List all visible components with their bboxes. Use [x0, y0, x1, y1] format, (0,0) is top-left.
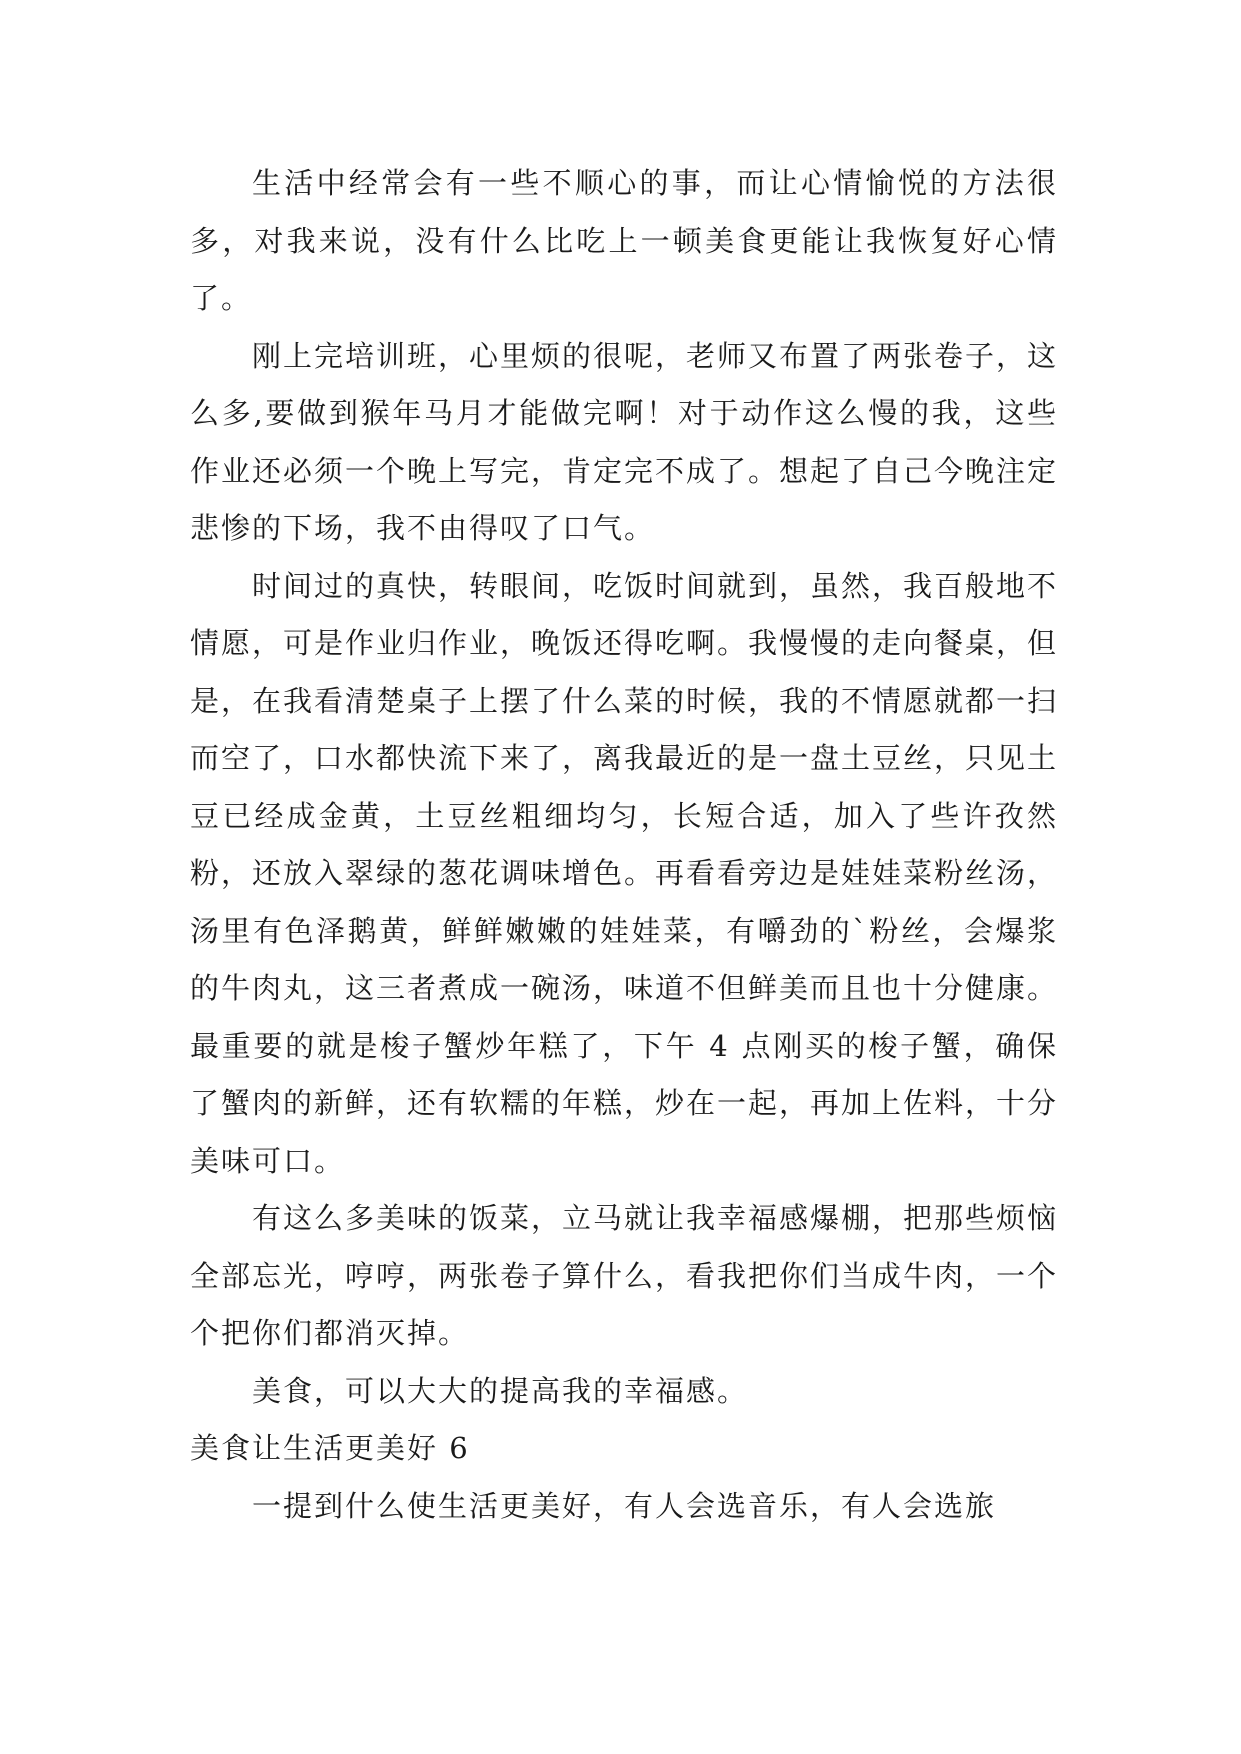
- paragraph-5: 美食，可以大大的提高我的幸福感。: [252, 1373, 749, 1408]
- section-heading: 美食让生活更美好 6: [190, 1431, 470, 1465]
- paragraph-2: 刚上完培训班，心里烦的很呢，老师又布置了两张卷子，这么多,要做到猴年马月才能做完啊！对于动作这么慢的我，这些作业还必须一个晚上写完，肯定完不成了。想起了自己今晚注定悲惨的下场，我不由得叹了口气。: [190, 338, 1059, 545]
- paragraph-1: 生活中经常会有一些不顺心的事，而让心情愉悦的方法很多，对我来说，没有什么比吃上一顿美食更能让我恢复好心情了。: [190, 166, 1058, 315]
- paragraph-4: 有这么多美味的饭菜，立马就让我幸福感爆棚，把那些烦恼全部忘光，哼哼，两张卷子算什么，看我把你们当成牛肉，一个个把你们都消灭掉。: [190, 1201, 1059, 1350]
- paragraph-3: 时间过的真快，转眼间，吃饭时间就到，虽然，我百般地不情愿，可是作业归作业，晚饭还得吃啊。我慢慢的走向餐桌，但是，在我看清楚桌子上摆了什么菜的时候，我的不情愿就都一扫而空了，口水都快流下来了，离我最近的是一盘土豆丝，只见土豆已经成金黄，土豆丝粗细均匀，长短合适，加入了些许孜然粉，还放入翠绿的葱花调味增色。再看看旁边是娃娃菜粉丝汤，汤里有色泽鹅黄，鲜鲜嫩嫩的娃娃菜，有嚼劲的`粉丝，会爆浆的牛肉丸，这三者煮成一碗汤，味道不但鲜美而且也十分健康。最重要的就是梭子蟹炒年糕了，下午 4 点刚买的梭子蟹，确保了蟹肉的新鲜，还有软糯的年糕，炒在一起，再加上佐料，十分美味可口。: [190, 568, 1059, 1178]
- document-body: [190, 155, 1058, 1535]
- paragraph-6: 一提到什么使生活更美好，有人会选音乐，有人会选旅: [252, 1488, 997, 1523]
